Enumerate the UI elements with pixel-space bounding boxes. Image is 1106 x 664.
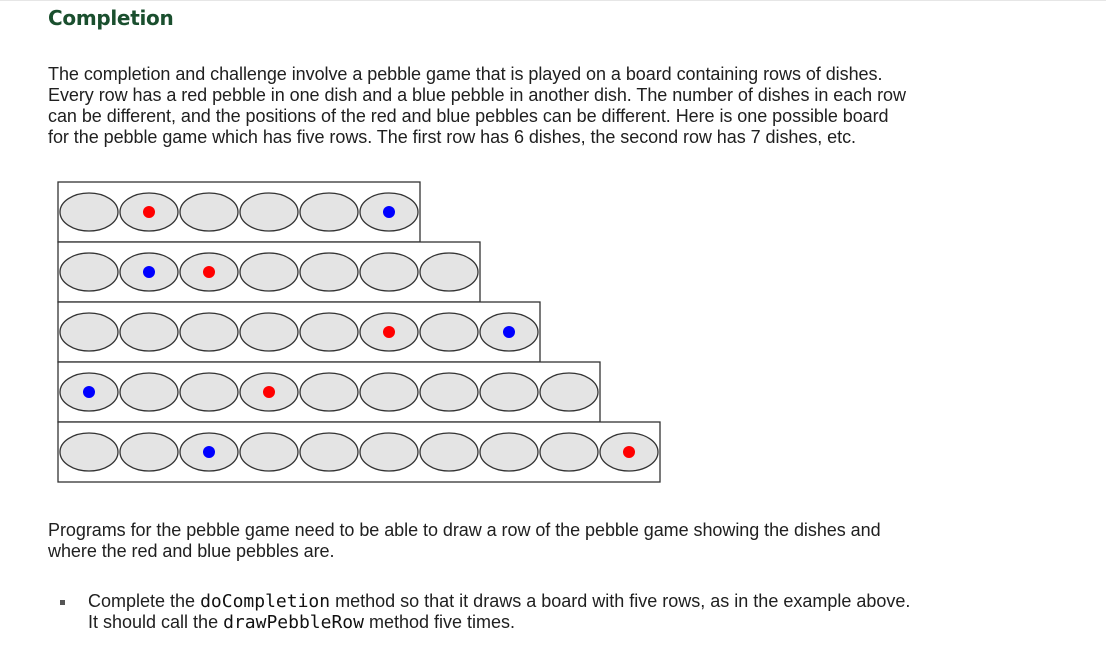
dish <box>60 253 118 291</box>
dish <box>420 253 478 291</box>
task-list <box>48 591 1088 633</box>
section-heading: Completion <box>48 6 174 30</box>
blue-pebble <box>383 206 395 218</box>
dish <box>360 433 418 471</box>
dish <box>60 313 118 351</box>
doCompletion-code: doCompletion <box>200 591 331 612</box>
programs-line-1: Programs for the pebble game need to be able to draw a row of the pebble game showing the dishes and <box>48 520 881 540</box>
dish <box>60 193 118 231</box>
pebble-row-3 <box>58 302 540 362</box>
intro-paragraph <box>48 64 1078 148</box>
bullet-square-icon <box>60 600 65 605</box>
dish <box>300 253 358 291</box>
task-text-4: method five times. <box>363 612 516 632</box>
pebble-row-4 <box>58 362 600 422</box>
intro-line-2: Every row has a red pebble in one dish and a blue pebble in another dish. The number of dishes in each row <box>48 85 906 105</box>
pebble-row-1 <box>58 182 420 242</box>
blue-pebble <box>143 266 155 278</box>
intro-line-3: can be different, and the positions of the red and blue pebbles can be different. Here is one possible board <box>48 106 889 126</box>
dish <box>360 253 418 291</box>
dish <box>360 373 418 411</box>
dish <box>120 433 178 471</box>
pebble-row-5 <box>58 422 660 482</box>
dish <box>420 433 478 471</box>
dish <box>540 433 598 471</box>
dish <box>300 433 358 471</box>
blue-pebble <box>503 326 515 338</box>
red-pebble <box>203 266 215 278</box>
red-pebble <box>623 446 635 458</box>
dish <box>300 373 358 411</box>
red-pebble <box>383 326 395 338</box>
task-item <box>48 591 1088 633</box>
intro-line-1: The completion and challenge involve a pebble game that is played on a board containing rows of dishes. <box>48 64 883 84</box>
programs-line-2: where the red and blue pebbles are. <box>48 541 335 561</box>
dish <box>180 373 238 411</box>
dish <box>60 433 118 471</box>
dish <box>120 373 178 411</box>
blue-pebble <box>203 446 215 458</box>
red-pebble <box>143 206 155 218</box>
dish <box>300 313 358 351</box>
dish <box>120 313 178 351</box>
task-text-2: method so that it draws a board with five rows, as in the example above. <box>330 591 911 611</box>
top-divider <box>0 0 1106 1</box>
dish <box>180 313 238 351</box>
dish <box>540 373 598 411</box>
drawPebbleRow-code: drawPebbleRow <box>223 612 364 633</box>
dish <box>240 253 298 291</box>
intro-line-4: for the pebble game which has five rows. The first row has 6 dishes, the second row has 7 dishes, etc. <box>48 127 856 147</box>
blue-pebble <box>83 386 95 398</box>
dish <box>480 373 538 411</box>
task-text-3: It should call the <box>88 612 224 632</box>
task-text-1: Complete the <box>88 591 201 611</box>
dish <box>180 193 238 231</box>
pebble-board-figure <box>57 181 663 487</box>
dish <box>240 313 298 351</box>
dish <box>420 313 478 351</box>
dish <box>300 193 358 231</box>
pebble-row-2 <box>58 242 480 302</box>
dish <box>240 193 298 231</box>
dish <box>420 373 478 411</box>
programs-paragraph <box>48 520 1078 562</box>
dish <box>240 433 298 471</box>
red-pebble <box>263 386 275 398</box>
dish <box>480 433 538 471</box>
